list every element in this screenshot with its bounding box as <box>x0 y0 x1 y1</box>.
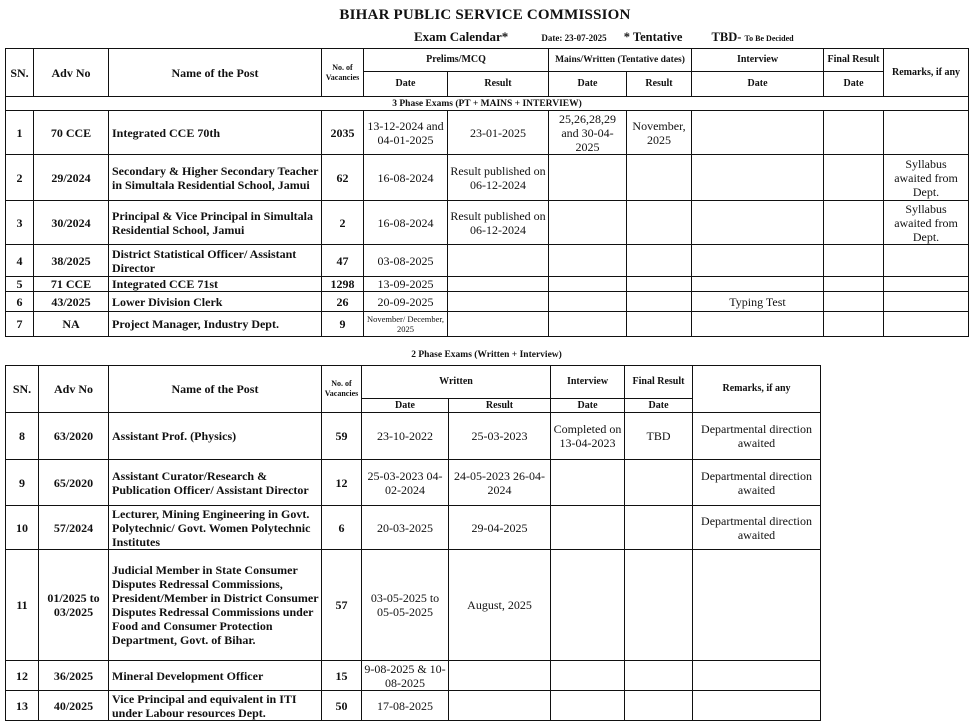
col2-written: Written <box>362 366 551 399</box>
remarks-cell: Departmental direction awaited <box>693 506 821 550</box>
col-remarks: Remarks, if any <box>884 49 969 97</box>
table-row <box>6 661 821 691</box>
sn-cell: 7 <box>6 312 34 337</box>
col-interview: Interview <box>692 49 824 72</box>
mains-date-cell <box>549 292 627 312</box>
col2-final-date: Date <box>625 399 693 413</box>
adv-cell: 30/2024 <box>34 201 109 245</box>
mains-result-cell <box>627 155 692 201</box>
remarks-cell: Departmental direction awaited <box>693 413 821 460</box>
prelims-result-cell: Result published on 06-12-2024 <box>448 155 549 201</box>
post-cell: Judicial Member in State Consumer Disputes Redressal Commissions, President/Member in District Consumer Disputes Redressal Commissions under Food and Consumer Protection Department, Govt. of Bihar. <box>109 550 322 661</box>
col-prelims-date: Date <box>364 72 448 97</box>
table-row <box>6 277 969 292</box>
three-phase-table <box>5 48 969 337</box>
interview-date-cell <box>692 277 824 292</box>
interview-date-cell <box>692 245 824 277</box>
vacancies-cell: 50 <box>322 691 362 721</box>
written-result-cell: 24-05-2023 26-04-2024 <box>449 460 551 506</box>
interview-date-cell <box>692 111 824 155</box>
adv-cell: 57/2024 <box>39 506 109 550</box>
post-cell: Assistant Curator/Research & Publication Officer/ Assistant Director <box>109 460 322 506</box>
final-date-cell <box>824 245 884 277</box>
col-final: Final Result <box>824 49 884 72</box>
tbd-note: To Be Decided <box>744 34 794 43</box>
col2-final: Final Result <box>625 366 693 399</box>
prelims-result-cell <box>448 312 549 337</box>
post-cell: Lecturer, Mining Engineering in Govt. Polytechnic/ Govt. Women Polytechnic Institutes <box>109 506 322 550</box>
table-row <box>6 292 969 312</box>
remarks-cell: Syllabus awaited from Dept. <box>884 201 969 245</box>
col-adv: Adv No <box>34 49 109 97</box>
col2-remarks: Remarks, if any <box>693 366 821 413</box>
remarks-cell <box>693 661 821 691</box>
final-date-cell <box>824 111 884 155</box>
written-result-cell: 25-03-2023 <box>449 413 551 460</box>
prelims-result-cell: Result published on 06-12-2024 <box>448 201 549 245</box>
table-row <box>6 460 821 506</box>
prelims-date-cell: 16-08-2024 <box>364 201 448 245</box>
two-phase-table <box>5 365 821 721</box>
remarks-cell <box>884 312 969 337</box>
prelims-date-cell: 13-12-2024 and 04-01-2025 <box>364 111 448 155</box>
sn-cell: 11 <box>6 550 39 661</box>
vacancies-cell: 62 <box>322 155 364 201</box>
col2-written-date: Date <box>362 399 449 413</box>
remarks-cell <box>693 691 821 721</box>
col-post: Name of the Post <box>109 49 322 97</box>
table-row <box>6 245 969 277</box>
col2-interview: Interview <box>551 366 625 399</box>
written-date-cell: 17-08-2025 <box>362 691 449 721</box>
adv-cell: 71 CCE <box>34 277 109 292</box>
col-mains-date: Date <box>549 72 627 97</box>
mains-result-cell <box>627 201 692 245</box>
vacancies-cell: 57 <box>322 550 362 661</box>
calendar-date: Date: 23-07-2025 <box>541 33 607 43</box>
post-cell: Integrated CCE 71st <box>109 277 322 292</box>
col2-written-result: Result <box>449 399 551 413</box>
prelims-date-cell: 13-09-2025 <box>364 277 448 292</box>
adv-cell: NA <box>34 312 109 337</box>
sn-cell: 13 <box>6 691 39 721</box>
vacancies-cell: 9 <box>322 312 364 337</box>
table-row <box>6 312 969 337</box>
table-row <box>6 111 969 155</box>
interview-date-cell <box>692 312 824 337</box>
prelims-result-cell: 23-01-2025 <box>448 111 549 155</box>
final-date-cell <box>824 277 884 292</box>
mains-result-cell: November, 2025 <box>627 111 692 155</box>
sn-cell: 12 <box>6 661 39 691</box>
post-cell: Mineral Development Officer <box>109 661 322 691</box>
vacancies-cell: 6 <box>322 506 362 550</box>
post-cell: District Statistical Officer/ Assistant Director <box>109 245 322 277</box>
post-cell: Lower Division Clerk <box>109 292 322 312</box>
col-prelims: Prelims/MCQ <box>364 49 549 72</box>
page-title: BIHAR PUBLIC SERVICE COMMISSION <box>339 7 631 23</box>
mains-date-cell: 25,26,28,29 and 30-04-2025 <box>549 111 627 155</box>
final-date-cell <box>824 201 884 245</box>
remarks-cell <box>693 550 821 661</box>
written-date-cell: 9-08-2025 & 10-08-2025 <box>362 661 449 691</box>
prelims-date-cell: 20-09-2025 <box>364 292 448 312</box>
written-date-cell: 23-10-2022 <box>362 413 449 460</box>
col-mains-result: Result <box>627 72 692 97</box>
mains-date-cell <box>549 245 627 277</box>
mains-result-cell <box>627 245 692 277</box>
post-cell: Secondary & Higher Secondary Teacher in Simultala Residential School, Jamui <box>109 155 322 201</box>
written-result-cell: 29-04-2025 <box>449 506 551 550</box>
interview-date-cell: Typing Test <box>692 292 824 312</box>
written-result-cell: August, 2025 <box>449 550 551 661</box>
col-prelims-result: Result <box>448 72 549 97</box>
post-cell: Principal & Vice Principal in Simultala Residential School, Jamui <box>109 201 322 245</box>
written-date-cell: 25-03-2023 04-02-2024 <box>362 460 449 506</box>
post-cell: Integrated CCE 70th <box>109 111 322 155</box>
col-final-date: Date <box>824 72 884 97</box>
vacancies-cell: 2035 <box>322 111 364 155</box>
post-cell: Assistant Prof. (Physics) <box>109 413 322 460</box>
vacancies-cell: 26 <box>322 292 364 312</box>
vacancies-cell: 1298 <box>322 277 364 292</box>
remarks-cell <box>884 111 969 155</box>
adv-cell: 36/2025 <box>39 661 109 691</box>
adv-cell: 01/2025 to 03/2025 <box>39 550 109 661</box>
final-date-cell <box>625 460 693 506</box>
interview-date-cell <box>551 460 625 506</box>
sn-cell: 4 <box>6 245 34 277</box>
sn-cell: 9 <box>6 460 39 506</box>
final-date-cell: TBD <box>625 413 693 460</box>
interview-date-cell: Completed on 13-04-2023 <box>551 413 625 460</box>
prelims-date-cell: 16-08-2024 <box>364 155 448 201</box>
subtitle: Exam Calendar* <box>414 29 509 44</box>
final-date-cell <box>824 155 884 201</box>
interview-date-cell <box>551 661 625 691</box>
final-date-cell <box>625 691 693 721</box>
prelims-result-cell <box>448 292 549 312</box>
subtitle-line <box>414 29 794 45</box>
col-interview-date: Date <box>692 72 824 97</box>
prelims-result-cell <box>448 277 549 292</box>
table-row <box>6 155 969 201</box>
mains-result-cell <box>627 292 692 312</box>
section-three-phase: 3 Phase Exams (PT + MAINS + INTERVIEW) <box>6 97 969 111</box>
table-row <box>6 691 821 721</box>
tentative-note: * Tentative <box>623 30 683 44</box>
adv-cell: 29/2024 <box>34 155 109 201</box>
adv-cell: 70 CCE <box>34 111 109 155</box>
table-row <box>6 550 821 661</box>
remarks-cell <box>884 245 969 277</box>
adv-cell: 38/2025 <box>34 245 109 277</box>
table-row <box>6 506 821 550</box>
mains-date-cell <box>549 277 627 292</box>
post-cell: Vice Principal and equivalent in ITI under Labour resources Dept. <box>109 691 322 721</box>
final-date-cell <box>625 506 693 550</box>
table-row <box>6 201 969 245</box>
final-date-cell <box>625 661 693 691</box>
sn-cell: 10 <box>6 506 39 550</box>
sn-cell: 3 <box>6 201 34 245</box>
written-date-cell: 20-03-2025 <box>362 506 449 550</box>
sn-cell: 6 <box>6 292 34 312</box>
interview-date-cell <box>551 506 625 550</box>
adv-cell: 40/2025 <box>39 691 109 721</box>
mains-result-cell <box>627 312 692 337</box>
col-vacancies: No. of Vacancies <box>322 49 364 97</box>
table-row <box>6 413 821 460</box>
mains-date-cell <box>549 312 627 337</box>
sn-cell: 5 <box>6 277 34 292</box>
remarks-cell <box>884 292 969 312</box>
written-result-cell <box>449 691 551 721</box>
remarks-cell: Departmental direction awaited <box>693 460 821 506</box>
final-date-cell <box>824 292 884 312</box>
final-date-cell <box>824 312 884 337</box>
tbd-label: TBD- To Be Decided <box>711 30 794 44</box>
written-date-cell: 03-05-2025 to 05-05-2025 <box>362 550 449 661</box>
remarks-cell <box>884 277 969 292</box>
interview-date-cell <box>692 155 824 201</box>
written-result-cell <box>449 661 551 691</box>
col2-post: Name of the Post <box>109 366 322 413</box>
mains-date-cell <box>549 155 627 201</box>
remarks-cell: Syllabus awaited from Dept. <box>884 155 969 201</box>
vacancies-cell: 15 <box>322 661 362 691</box>
sn-cell: 2 <box>6 155 34 201</box>
prelims-date-cell: 03-08-2025 <box>364 245 448 277</box>
col2-sn: SN. <box>6 366 39 413</box>
post-cell: Project Manager, Industry Dept. <box>109 312 322 337</box>
adv-cell: 65/2020 <box>39 460 109 506</box>
sn-cell: 1 <box>6 111 34 155</box>
col2-adv: Adv No <box>39 366 109 413</box>
col-sn: SN. <box>6 49 34 97</box>
mains-date-cell <box>549 201 627 245</box>
adv-cell: 43/2025 <box>34 292 109 312</box>
vacancies-cell: 59 <box>322 413 362 460</box>
adv-cell: 63/2020 <box>39 413 109 460</box>
mains-result-cell <box>627 277 692 292</box>
prelims-result-cell <box>448 245 549 277</box>
vacancies-cell: 2 <box>322 201 364 245</box>
prelims-date-cell: November/ December, 2025 <box>364 312 448 337</box>
col-mains: Mains/Written (Tentative dates) <box>549 49 692 72</box>
sn-cell: 8 <box>6 413 39 460</box>
vacancies-cell: 12 <box>322 460 362 506</box>
vacancies-cell: 47 <box>322 245 364 277</box>
interview-date-cell <box>551 691 625 721</box>
interview-date-cell <box>692 201 824 245</box>
section-two-phase: 2 Phase Exams (Written + Interview) <box>411 350 562 360</box>
col2-interview-date: Date <box>551 399 625 413</box>
col2-vacancies: No. of Vacancies <box>322 366 362 413</box>
interview-date-cell <box>551 550 625 661</box>
final-date-cell <box>625 550 693 661</box>
